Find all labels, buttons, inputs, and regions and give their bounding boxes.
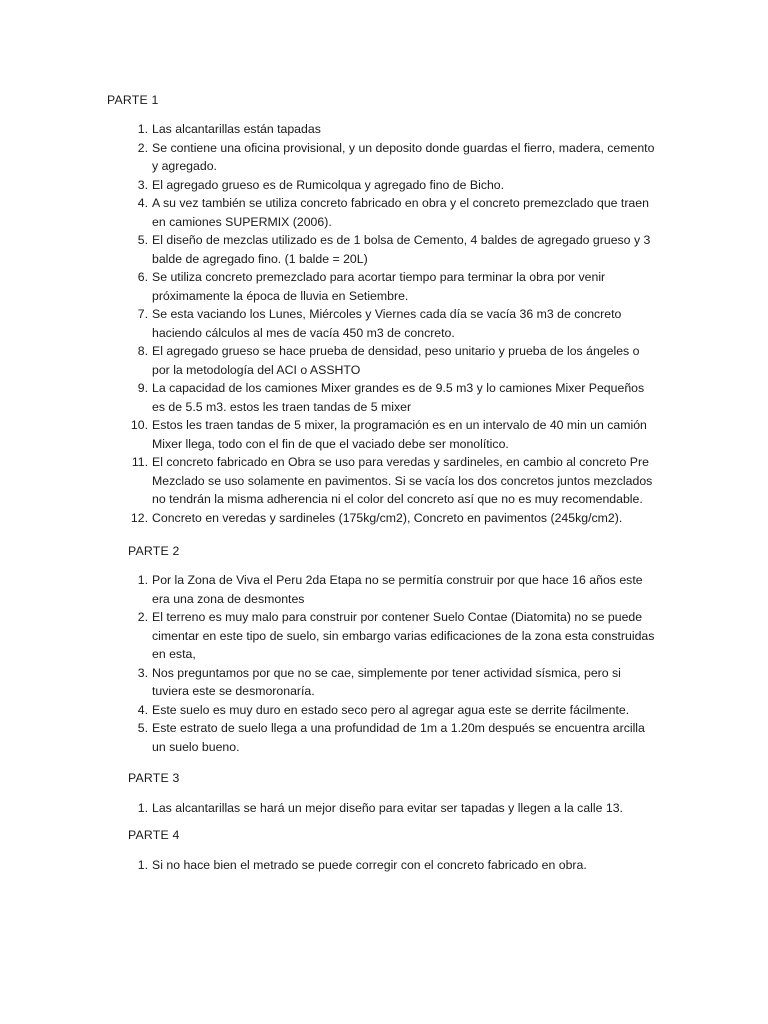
list-item bbox=[128, 231, 656, 268]
parte-1-list bbox=[128, 120, 656, 527]
list-item bbox=[128, 719, 656, 756]
list-item-number: 5. bbox=[137, 233, 148, 247]
list-item-text: Este estrato de suelo llega a una profundidad de 1m a 1.20m después se encuentra arcilla un suelo bueno. bbox=[152, 721, 645, 754]
list-item-number: 6. bbox=[137, 270, 148, 284]
list-item bbox=[128, 701, 656, 720]
list-item-number: 8. bbox=[137, 344, 148, 358]
list-item bbox=[128, 176, 656, 195]
list-item-text: El terreno es muy malo para construir por contener Suelo Contae (Diatomita) no se puede cimentar en este tipo de suelo, sin embargo varias edificaciones de la zona esta construidas en esta, bbox=[152, 610, 655, 661]
parte-3-list bbox=[128, 799, 656, 818]
list-item-number: 1. bbox=[137, 122, 148, 136]
parte-2-list bbox=[128, 571, 656, 756]
list-item-text: El agregado grueso se hace prueba de densidad, peso unitario y prueba de los ángeles o por la metodología del ACI o ASSHTO bbox=[152, 344, 640, 377]
list-item-text: El agregado grueso es de Rumicolqua y agregado fino de Bicho. bbox=[152, 177, 505, 192]
list-item-number: 1. bbox=[137, 858, 148, 872]
list-item bbox=[128, 342, 656, 379]
list-item-number: 5. bbox=[137, 721, 148, 735]
list-item-number: 11. bbox=[131, 455, 148, 469]
list-item bbox=[128, 305, 656, 342]
list-item bbox=[128, 571, 656, 608]
parte-4-heading: PARTE 4 bbox=[128, 828, 180, 842]
parte-1-heading: PARTE 1 bbox=[107, 93, 159, 107]
list-item-text: Se contiene una oficina provisional, y un deposito donde guardas el fierro, madera, cemento y agregado. bbox=[152, 140, 655, 173]
list-item-number: 1. bbox=[137, 573, 148, 587]
list-item-number: 7. bbox=[137, 307, 148, 321]
list-item bbox=[128, 268, 656, 305]
list-item-number: 3. bbox=[137, 177, 148, 192]
list-item-text: A su vez también se utiliza concreto fabricado en obra y el concreto premezclado que traen en camiones SUPERMIX (2006). bbox=[152, 196, 649, 229]
list-item-number: 4. bbox=[137, 702, 148, 717]
parte-4-list bbox=[128, 856, 656, 875]
list-item-text: El concreto fabricado en Obra se uso para veredas y sardineles, en cambio al concreto Pre Mezclado se uso solamente en pavimentos. Si se vacía los dos concretos juntos mezclados no tendrán la misma adherencia ni el color del concreto así que no es muy recomendable. bbox=[152, 455, 653, 506]
list-item bbox=[128, 856, 656, 875]
list-item bbox=[128, 120, 656, 139]
list-item-number: 9. bbox=[137, 381, 148, 395]
list-item-text: El diseño de mezclas utilizado es de 1 bolsa de Cemento, 4 baldes de agregado grueso y 3 balde de agregado fino. (1 balde = 20L) bbox=[152, 233, 651, 266]
list-item bbox=[128, 664, 656, 701]
list-item-text: Se utiliza concreto premezclado para acortar tiempo para terminar la obra por venir próximamente la época de lluvia en Setiembre. bbox=[152, 270, 606, 303]
list-item-number: 1. bbox=[137, 801, 148, 815]
list-item-number: 2. bbox=[137, 140, 148, 155]
list-item-text: Este suelo es muy duro en estado seco pero al agregar agua este se derrite fácilmente. bbox=[152, 702, 630, 717]
list-item-number: 2. bbox=[137, 610, 148, 624]
list-item bbox=[128, 453, 656, 509]
list-item bbox=[128, 509, 656, 528]
list-item-text: Estos les traen tandas de 5 mixer, la programación es en un intervalo de 40 min un camión Mixer llega, todo con el fin de que el vaciado debe ser monolítico. bbox=[152, 418, 647, 451]
list-item-number: 3. bbox=[137, 665, 148, 680]
list-item-text: Si no hace bien el metrado se puede corregir con el concreto fabricado en obra. bbox=[152, 858, 587, 872]
parte-3-heading: PARTE 3 bbox=[128, 771, 180, 785]
list-item-text: Se esta vaciando los Lunes, Miércoles y Viernes cada día se vacía 36 m3 de concreto haciendo cálculos al mes de vacía 450 m3 de concreto. bbox=[152, 307, 622, 340]
list-item bbox=[128, 379, 656, 416]
list-item bbox=[128, 194, 656, 231]
list-item bbox=[128, 799, 656, 818]
list-item bbox=[128, 608, 656, 664]
list-item-text: Las alcantarillas están tapadas bbox=[152, 122, 321, 136]
list-item-number: 4. bbox=[137, 196, 148, 210]
list-item bbox=[128, 139, 656, 176]
list-item-text: Las alcantarillas se hará un mejor diseño para evitar ser tapadas y llegen a la calle 13. bbox=[152, 801, 623, 815]
list-item-text: Por la Zona de Viva el Peru 2da Etapa no se permitía construir por que hace 16 años este era una zona de desmontes bbox=[152, 573, 643, 606]
list-item-number: 10. bbox=[130, 418, 148, 432]
list-item-text: Nos preguntamos por que no se cae, simplemente por tener actividad sísmica, pero si tuviera este se desmoronaría. bbox=[152, 665, 621, 698]
list-item-text: Concreto en veredas y sardineles (175kg/cm2), Concreto en pavimentos (245kg/cm2). bbox=[152, 510, 623, 525]
list-item bbox=[128, 416, 656, 453]
parte-2-heading: PARTE 2 bbox=[128, 544, 180, 558]
list-item-number: 12. bbox=[130, 510, 148, 525]
list-item-text: La capacidad de los camiones Mixer grandes es de 9.5 m3 y lo camiones Mixer Pequeños es de 5.5 m3. estos les traen tandas de 5 mixer bbox=[152, 381, 645, 414]
